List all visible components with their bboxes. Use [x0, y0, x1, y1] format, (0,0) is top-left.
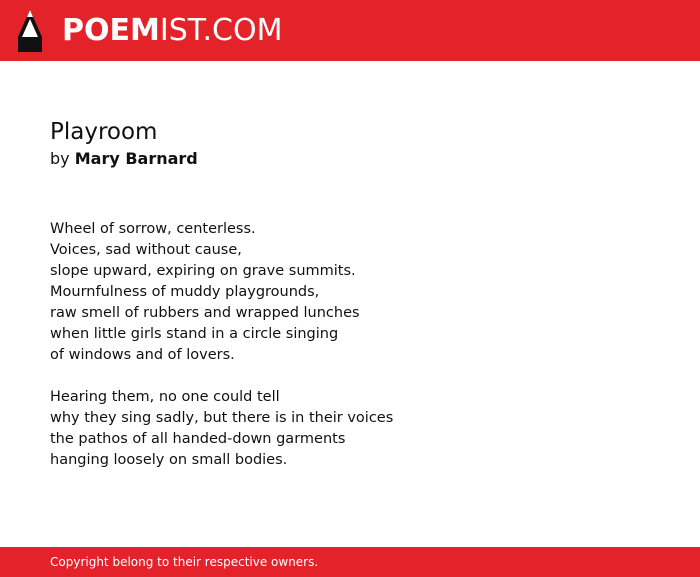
byline-prefix: by [50, 149, 70, 168]
poem-line: why they sing sadly, but there is in their voices [50, 410, 394, 426]
poem-line: of windows and of lovers. [50, 347, 235, 363]
poem-line: Wheel of sorrow, centerless. [50, 221, 256, 237]
site-header [0, 0, 700, 61]
poem-line: Hearing them, no one could tell [50, 389, 280, 405]
poem-title: Playroom [50, 119, 158, 145]
poem-byline [50, 149, 198, 169]
logo-text-light: IST.COM [159, 13, 283, 48]
poem-body [50, 219, 393, 471]
poem-line: Mournfulness of muddy playgrounds, [50, 284, 320, 300]
stanza [50, 387, 393, 471]
poem-line: hanging loosely on small bodies. [50, 452, 288, 468]
site-footer [0, 547, 700, 577]
site-logo[interactable] [62, 13, 282, 49]
stanza [50, 219, 393, 366]
poem-author: Mary Barnard [74, 149, 198, 168]
logo-text-bold: POEM [62, 13, 160, 48]
poem-line: raw smell of rubbers and wrapped lunches [50, 305, 360, 321]
poem-line: when little girls stand in a circle singing [50, 326, 339, 342]
poem-line: Voices, sad without cause, [50, 242, 242, 258]
poem-line: slope upward, expiring on grave summits. [50, 263, 356, 279]
copyright-text: Copyright belong to their respective owners. [50, 555, 319, 569]
poem-line: the pathos of all handed-down garments [50, 431, 346, 447]
pencil-tip-icon[interactable] [17, 9, 43, 53]
